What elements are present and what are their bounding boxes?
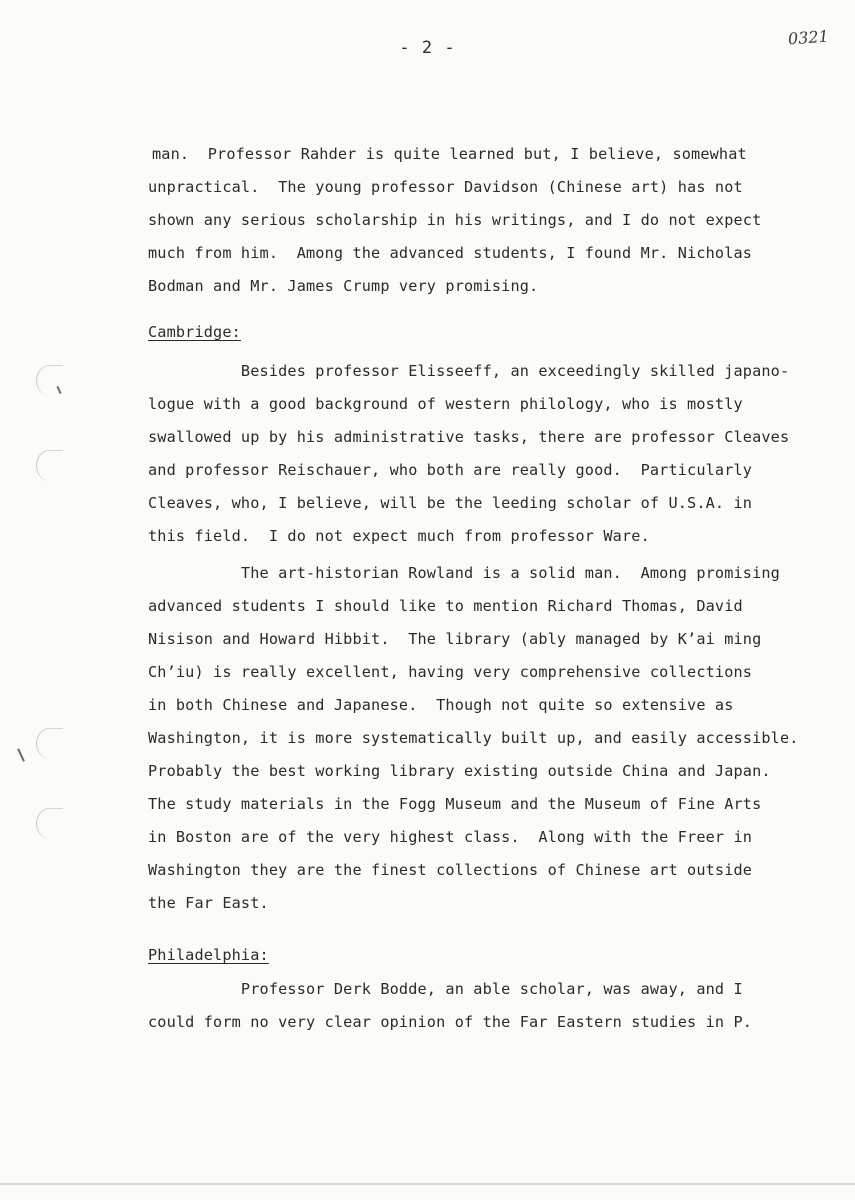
text-line: in Boston are of the very highest class. Along with the Freer in	[148, 828, 753, 846]
text-line: logue with a good background of western philology, who is mostly	[148, 395, 743, 413]
text-line: Washington, it is more systematically built up, and easily accessible.	[148, 729, 799, 747]
text-line: the Far East.	[148, 894, 269, 912]
text-line: this field. I do not expect much from professor Ware.	[148, 527, 650, 545]
text-line: much from him. Among the advanced students, I found Mr. Nicholas	[148, 244, 753, 262]
section-heading-cambridge: Cambridge:	[148, 323, 241, 341]
punch-hole-mark	[36, 728, 63, 759]
text-line: The art-historian Rowland is a solid man. Among promising	[148, 564, 780, 582]
text-line: could form no very clear opinion of the Far Eastern studies in P.	[148, 1013, 753, 1031]
text-line: Washington they are the finest collections of Chinese art outside	[148, 861, 753, 879]
text-line: in both Chinese and Japanese. Though not quite so extensive as	[148, 696, 734, 714]
text-line: shown any serious scholarship in his writings, and I do not expect	[148, 211, 762, 229]
archive-number: 0321	[787, 26, 830, 49]
text-line: Ch’iu) is really excellent, having very comprehensive collections	[148, 663, 753, 681]
page-bottom-edge	[0, 1183, 855, 1185]
text-line: man. Professor Rahder is quite learned but, I believe, somewhat	[152, 145, 747, 163]
text-line: Probably the best working library existing outside China and Japan.	[148, 762, 771, 780]
text-line: Cleaves, who, I believe, will be the leeding scholar of U.S.A. in	[148, 494, 753, 512]
text-line: Nisison and Howard Hibbit. The library (ably managed by K’ai ming	[148, 630, 762, 648]
text-line: and professor Reischauer, who both are really good. Particularly	[148, 461, 753, 479]
text-line: advanced students I should like to mention Richard Thomas, David	[148, 597, 743, 615]
page-number: - 2 -	[399, 38, 456, 58]
punch-hole-mark	[36, 808, 63, 839]
margin-mark	[17, 748, 25, 762]
section-heading-philadelphia: Philadelphia:	[148, 946, 269, 964]
text-line: swallowed up by his administrative tasks, there are professor Cleaves	[148, 428, 790, 446]
text-line: Professor Derk Bodde, an able scholar, was away, and I	[148, 980, 743, 998]
text-line: Besides professor Elisseeff, an exceedingly skilled japano-	[148, 362, 790, 380]
punch-hole-mark	[36, 450, 63, 481]
text-line: unpractical. The young professor Davidson (Chinese art) has not	[148, 178, 743, 196]
text-line: Bodman and Mr. James Crump very promising.	[148, 277, 539, 295]
text-line: The study materials in the Fogg Museum and the Museum of Fine Arts	[148, 795, 762, 813]
